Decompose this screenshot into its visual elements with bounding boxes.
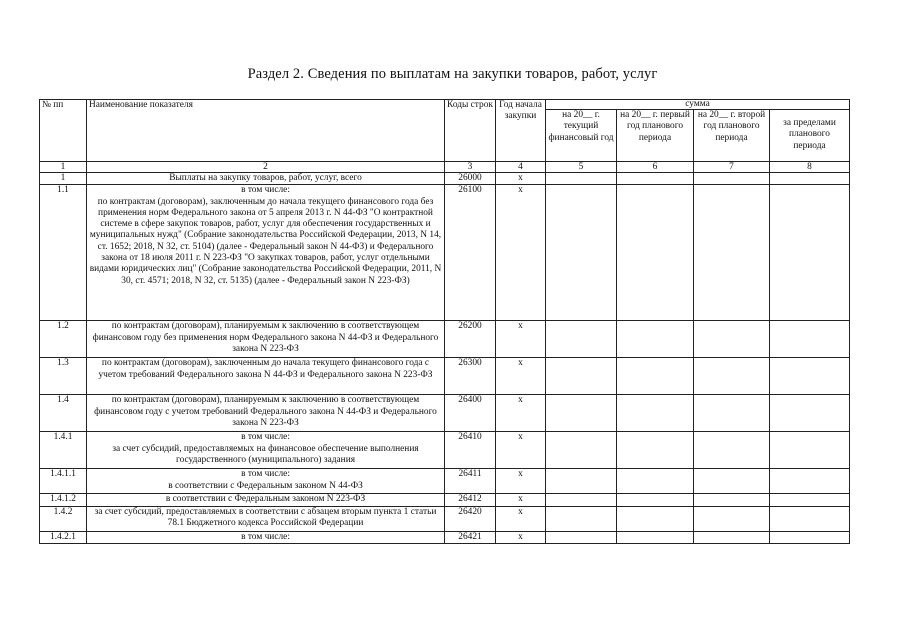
col-number: 3 xyxy=(445,162,496,173)
amount-cell[interactable] xyxy=(546,506,617,531)
amount-cell[interactable] xyxy=(546,469,617,494)
row-year: x xyxy=(496,531,546,543)
row-year: x xyxy=(496,432,546,469)
amount-cell[interactable] xyxy=(546,358,617,395)
amount-cell[interactable] xyxy=(770,358,850,395)
header-year: Год начала закупки xyxy=(496,100,546,162)
header-name: Наименование показателя xyxy=(87,100,445,162)
page-title: Раздел 2. Сведения по выплатам на закупки товаров, работ, услуг xyxy=(247,66,658,82)
amount-cell[interactable] xyxy=(617,531,694,543)
header-sub-first: на 20__ г. первый год планового периода xyxy=(617,110,694,162)
row-name: в соответствии с Федеральным законом N 44-ФЗ xyxy=(168,480,363,491)
amount-cell[interactable] xyxy=(694,321,770,358)
amount-cell[interactable] xyxy=(770,185,850,321)
row-name: за счет субсидий, предоставляемых на финансовое обеспечение выполнения государственного (муниципального) задания xyxy=(112,443,419,465)
amount-cell[interactable] xyxy=(617,321,694,358)
amount-cell[interactable] xyxy=(617,395,694,432)
row-number: 1.4.2.1 xyxy=(40,531,87,543)
row-name-cell xyxy=(87,358,445,395)
table-row xyxy=(40,358,850,395)
amount-cell[interactable] xyxy=(770,432,850,469)
row-code: 26410 xyxy=(445,432,496,469)
amount-cell[interactable] xyxy=(617,469,694,494)
amount-cell[interactable] xyxy=(770,531,850,543)
row-year: x xyxy=(496,506,546,531)
header-row-1 xyxy=(40,100,850,110)
table-row xyxy=(40,185,850,321)
row-name-cell xyxy=(87,432,445,469)
row-year: x xyxy=(496,358,546,395)
row-number: 1.4.1.1 xyxy=(40,469,87,494)
col-number: 8 xyxy=(770,162,850,173)
amount-cell[interactable] xyxy=(694,185,770,321)
amount-cell[interactable] xyxy=(694,469,770,494)
row-code: 26200 xyxy=(445,321,496,358)
amount-cell[interactable] xyxy=(617,185,694,321)
amount-cell[interactable] xyxy=(617,506,694,531)
row-name: по контрактам (договорам), заключенным до начала текущего финансового года с учетом требований Федерального закона N 44-ФЗ и Федерального закона N 223-ФЗ xyxy=(98,358,433,380)
amount-cell[interactable] xyxy=(770,173,850,185)
col-number: 4 xyxy=(496,162,546,173)
row-lead: в том числе: xyxy=(241,531,290,542)
amount-cell[interactable] xyxy=(770,506,850,531)
row-name-cell xyxy=(87,395,445,432)
table-row xyxy=(40,432,850,469)
row-code: 26300 xyxy=(445,358,496,395)
amount-cell[interactable] xyxy=(694,506,770,531)
col-number: 7 xyxy=(694,162,770,173)
row-year: x xyxy=(496,321,546,358)
header-sum: сумма xyxy=(546,100,850,110)
row-name: по контрактам (договорам), заключенным до начала текущего финансового года без применения норм Федерального закона от 5 апреля 2013 г. N 44-ФЗ "О контрактной системе в сфере закупок товаров, работ, услуг для обеспечения государственных и муниципальных нужд" (Собрание законодательства Российской Федерации, 2013, N 14, ст. 1652; 2018, N 32, ст. 5104) (далее - Федеральный закон N 44-ФЗ) и Федерального закона от 18 июля 2011 г. N 223-ФЗ "О закупках товаров, работ, услуг отдельными видами юридических лиц" (Собрание законодательства Российской Федерации, 2011, N 30, ст. 4571; 2018, N 32, ст. 5135) (далее - Федеральный закон N 223-ФЗ) xyxy=(89,196,442,286)
row-name-cell xyxy=(87,531,445,543)
header-num: № пп xyxy=(40,100,87,162)
amount-cell[interactable] xyxy=(546,432,617,469)
amount-cell[interactable] xyxy=(694,358,770,395)
col-number: 2 xyxy=(87,162,445,173)
row-code: 26420 xyxy=(445,506,496,531)
row-code: 26411 xyxy=(445,469,496,494)
table-row xyxy=(40,173,850,185)
header-codes: Коды строк xyxy=(445,100,496,162)
col-number: 5 xyxy=(546,162,617,173)
row-year: x xyxy=(496,469,546,494)
row-lead: в том числе: xyxy=(241,432,290,443)
header-sub-beyond: за пределами планового периода xyxy=(770,110,850,162)
row-year: x xyxy=(496,494,546,506)
header-sub-second: на 20__ г. второй год планового периода xyxy=(694,110,770,162)
amount-cell[interactable] xyxy=(546,531,617,543)
amount-cell[interactable] xyxy=(770,395,850,432)
row-number: 1 xyxy=(40,173,87,185)
row-number: 1.4 xyxy=(40,395,87,432)
table-row xyxy=(40,531,850,543)
row-name-cell xyxy=(87,506,445,531)
row-number: 1.2 xyxy=(40,321,87,358)
row-code: 26421 xyxy=(445,531,496,543)
row-number: 1.4.1 xyxy=(40,432,87,469)
amount-cell[interactable] xyxy=(546,173,617,185)
row-name: в соответствии с Федеральным законом N 223-ФЗ xyxy=(165,494,366,505)
amount-cell[interactable] xyxy=(546,185,617,321)
amount-cell[interactable] xyxy=(617,494,694,506)
row-number: 1.1 xyxy=(40,185,87,321)
col-number: 1 xyxy=(40,162,87,173)
row-name-cell xyxy=(87,469,445,494)
row-code: 26100 xyxy=(445,185,496,321)
row-name-cell xyxy=(87,185,445,321)
table-row xyxy=(40,395,850,432)
amount-cell[interactable] xyxy=(546,494,617,506)
row-year: x xyxy=(496,395,546,432)
table-row xyxy=(40,494,850,506)
col-number: 6 xyxy=(617,162,694,173)
amount-cell[interactable] xyxy=(770,321,850,358)
column-number-row xyxy=(40,162,850,173)
row-year: x xyxy=(496,185,546,321)
amount-cell[interactable] xyxy=(770,469,850,494)
row-number: 1.3 xyxy=(40,358,87,395)
row-name-cell xyxy=(87,494,445,506)
amount-cell[interactable] xyxy=(546,321,617,358)
amount-cell[interactable] xyxy=(694,432,770,469)
amount-cell[interactable] xyxy=(694,395,770,432)
amount-cell[interactable] xyxy=(546,395,617,432)
amount-cell[interactable] xyxy=(617,173,694,185)
row-name: по контрактам (договорам), планируемым к заключению в соответствующем финансовом году с учетом требований Федерального закона N 44-ФЗ и Федерального закона N 223-ФЗ xyxy=(94,395,437,428)
row-name: Выплаты на закупку товаров, работ, услуг, всего xyxy=(169,173,362,183)
amount-cell[interactable] xyxy=(694,173,770,185)
amount-cell[interactable] xyxy=(694,531,770,543)
row-name: за счет субсидий, предоставляемых в соответствии с абзацем вторым пункта 1 статьи 78.1 Бюджетного кодекса Российской Федерации xyxy=(94,506,437,528)
amount-cell[interactable] xyxy=(617,358,694,395)
row-lead: в том числе: xyxy=(241,185,290,196)
row-name: по контрактам (договорам), планируемым к заключению в соответствующем финансовом году без применения норм Федерального закона N 44-ФЗ и Федерального закона N 223-ФЗ xyxy=(92,321,439,354)
row-year: x xyxy=(496,173,546,185)
table-row xyxy=(40,506,850,531)
row-code: 26000 xyxy=(445,173,496,185)
row-lead: в том числе: xyxy=(241,469,290,480)
row-number: 1.4.2 xyxy=(40,506,87,531)
row-code: 26412 xyxy=(445,494,496,506)
table-row xyxy=(40,469,850,494)
amount-cell[interactable] xyxy=(694,494,770,506)
amount-cell[interactable] xyxy=(770,494,850,506)
row-name-cell xyxy=(87,173,445,185)
amount-cell[interactable] xyxy=(617,432,694,469)
header-sub-current: на 20__ г. текущий финансовый год xyxy=(546,110,617,162)
row-number: 1.4.1.2 xyxy=(40,494,87,506)
row-name-cell xyxy=(87,321,445,358)
payments-table xyxy=(39,99,850,544)
row-code: 26400 xyxy=(445,395,496,432)
table-row xyxy=(40,321,850,358)
